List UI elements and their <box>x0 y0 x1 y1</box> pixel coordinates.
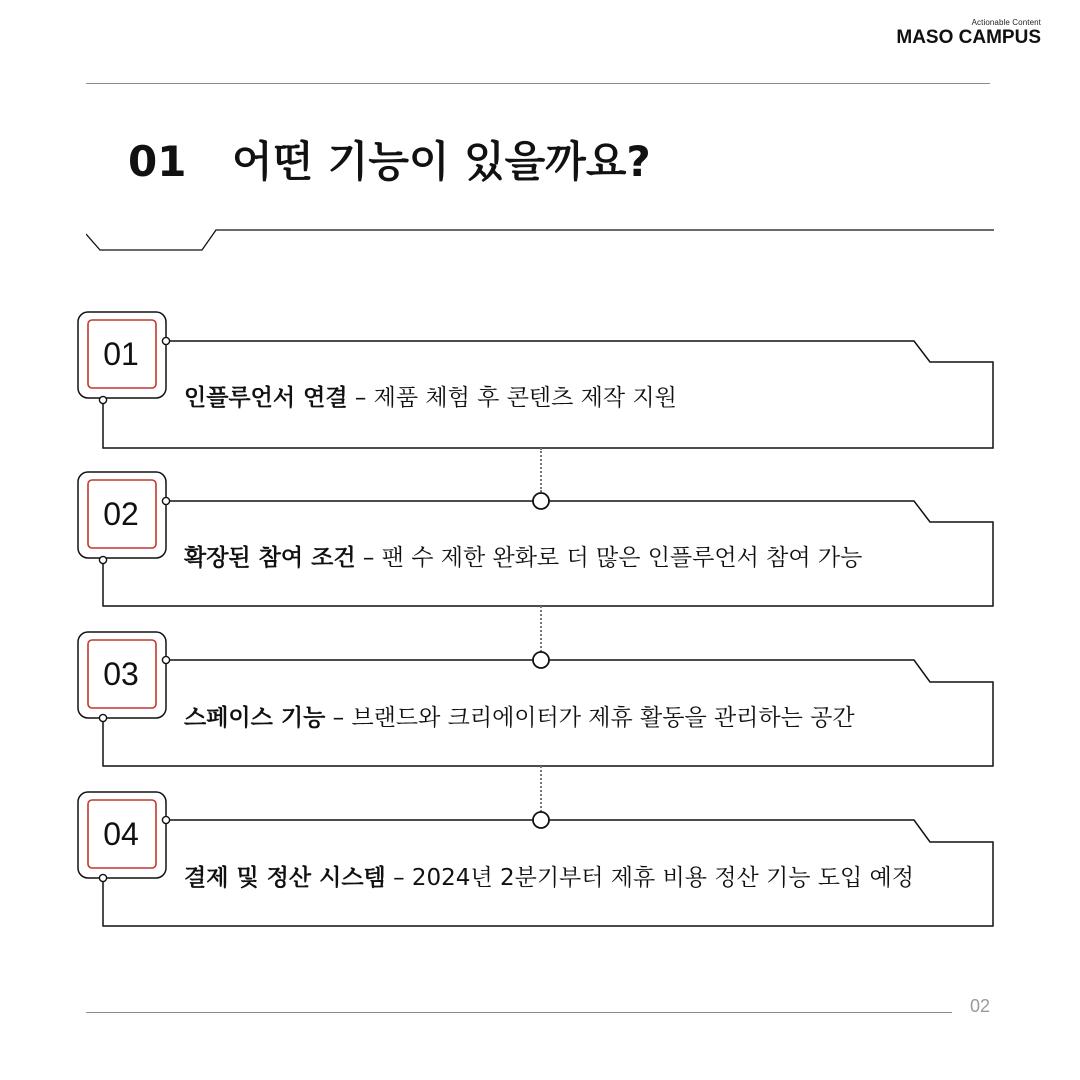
feature-description-line <box>184 704 855 732</box>
brand-name: MASO CAMPUS <box>896 27 1041 48</box>
feature-description: 제품 체험 후 콘텐츠 제작 지원 <box>373 385 677 411</box>
feature-description-line <box>184 864 914 892</box>
feature-separator: – <box>385 865 412 891</box>
feature-number: 02 <box>103 495 139 532</box>
bottom-divider <box>86 1012 952 1013</box>
feature-title: 인플루언서 연결 <box>184 385 348 411</box>
feature-number: 03 <box>103 655 139 692</box>
title-number: 01 <box>128 137 187 186</box>
brand-logo <box>896 18 1041 48</box>
title-decoration <box>86 226 996 256</box>
feature-number: 04 <box>103 815 139 852</box>
feature-separator: – <box>347 385 374 411</box>
feature-item-4 <box>76 790 996 938</box>
feature-item-1 <box>76 310 996 458</box>
feature-separator: – <box>355 545 382 571</box>
feature-item-2 <box>76 470 996 618</box>
page-title <box>128 132 651 192</box>
feature-title: 확장된 참여 조건 <box>184 545 356 571</box>
feature-title: 결제 및 정산 시스템 <box>184 865 386 891</box>
feature-item-3 <box>76 630 996 778</box>
feature-description: 2024년 2분기부터 제휴 비용 정산 기능 도입 예정 <box>411 865 914 891</box>
feature-separator: – <box>325 705 352 731</box>
feature-description-line <box>184 384 677 412</box>
feature-description: 팬 수 제한 완화로 더 많은 인플루언서 참여 가능 <box>381 545 863 571</box>
title-text: 어떤 기능이 있을까요? <box>232 137 651 186</box>
feature-description: 브랜드와 크리에이터가 제휴 활동을 관리하는 공간 <box>351 705 855 731</box>
brand-tagline: Actionable Content <box>971 18 1041 27</box>
feature-title: 스페이스 기능 <box>184 705 326 731</box>
top-divider <box>86 83 990 84</box>
page-number: 02 <box>970 996 991 1016</box>
feature-number: 01 <box>103 335 139 372</box>
feature-description-line <box>184 544 862 572</box>
